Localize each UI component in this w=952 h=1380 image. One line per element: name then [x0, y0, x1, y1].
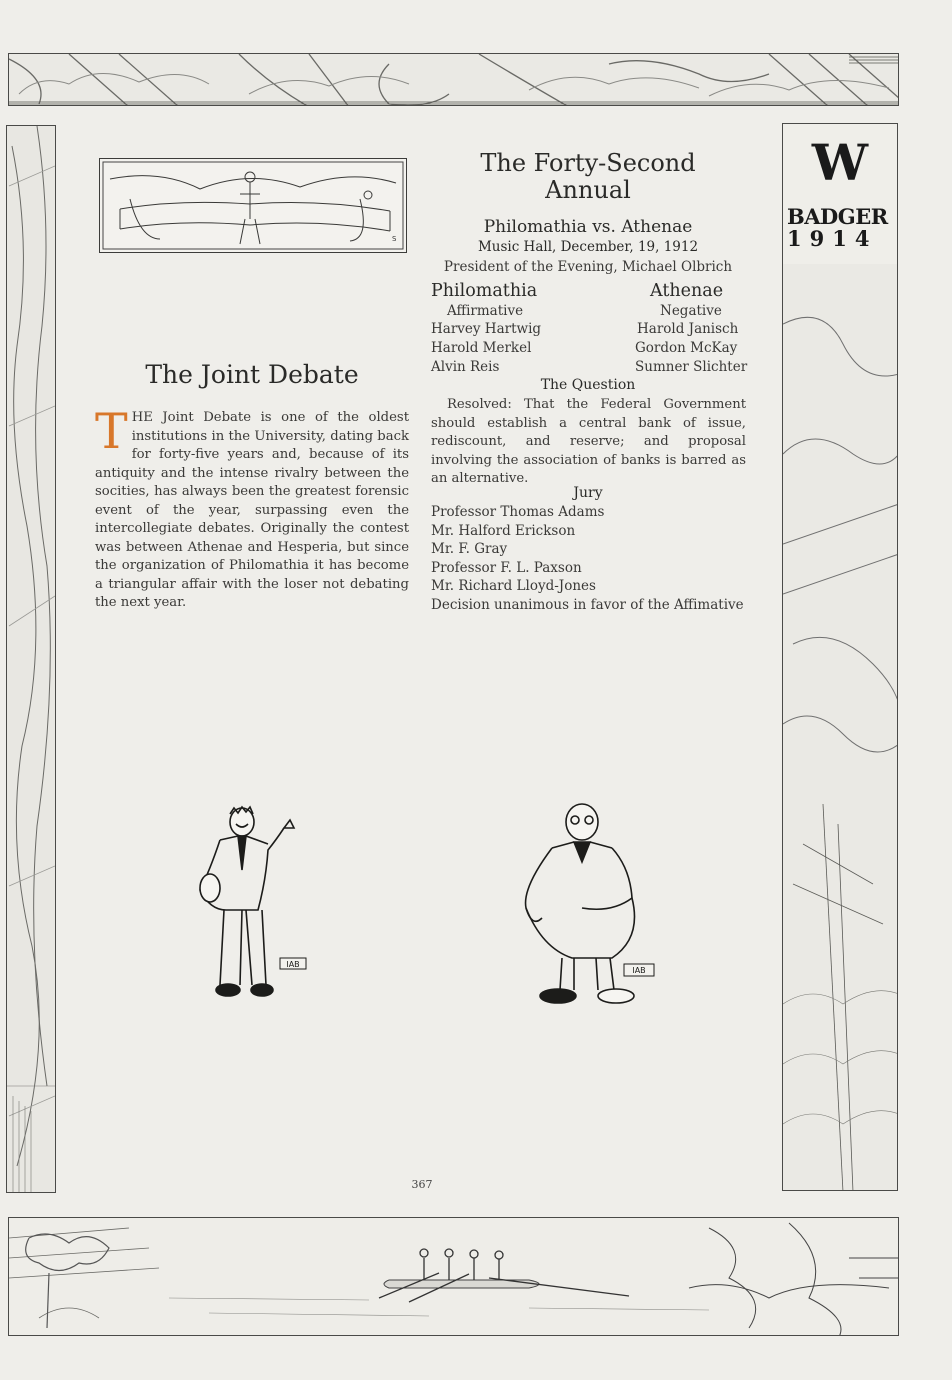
drop-cap: T: [95, 403, 128, 460]
annual-title-line2: Annual: [545, 176, 631, 204]
masthead-letter: W: [811, 133, 869, 192]
jury-member: Professor Thomas Adams: [431, 504, 605, 520]
matchup-line: Philomathia vs. Athenae: [483, 217, 693, 237]
artist-mark: IAB: [286, 960, 300, 969]
debate-header-illustration: [99, 158, 407, 253]
decision-line: Decision unanimous in favor of the Affimative: [431, 596, 744, 613]
cartoon-stout-man: [512, 798, 662, 1008]
cartoon-thin-man: [190, 800, 310, 1005]
jury-member: Mr. F. Gray: [431, 541, 508, 558]
jury-heading: Jury: [573, 485, 603, 501]
question-body: Resolved: That the Federal Government should establish a central bank of issue, rediscount, and reserve; and proposal involving the association of banks is barred as an alternative.: [431, 397, 746, 487]
question-text: [431, 396, 746, 489]
philomathia-member: Harold Merkel: [431, 340, 532, 356]
philomathia-member: Alvin Reis: [431, 359, 500, 375]
right-decorative-border: [782, 123, 898, 1191]
philomathia-member: Harvey Hartwig: [431, 321, 542, 337]
team-side-affirmative: Affirmative: [447, 303, 524, 319]
seal-mark: S: [392, 235, 397, 243]
team-name-athenae: Athenae: [650, 281, 724, 301]
jury-member: Professor F. L. Paxson: [431, 559, 582, 576]
annual-title-line1: The Forty-Second: [480, 149, 696, 177]
jury-list: [431, 503, 751, 615]
artist-mark: IAB: [632, 966, 646, 975]
masthead-year: 1914: [787, 226, 878, 251]
top-decorative-border: [8, 53, 899, 106]
athenae-member: Harold Janisch: [637, 321, 739, 337]
left-decorative-border: [6, 125, 56, 1193]
page-number: 367: [411, 1178, 433, 1191]
annual-title: [430, 150, 746, 204]
jury-member: Mr. Richard Lloyd-Jones: [431, 578, 596, 595]
bottom-decorative-border: [8, 1217, 899, 1336]
athenae-member: Gordon McKay: [635, 340, 738, 356]
jury-member: Mr. Halford Erickson: [431, 522, 576, 539]
joint-debate-body: [95, 403, 409, 613]
joint-debate-text: HE Joint Debate is one of the oldest institutions in the University, dating back for forty-five years and, because of its antiquity and the intense rivalry between the socities, has always been the greatest forensic event of the year, surpassing even the intercollegiate debates. Originally the contest was between Athenae and Hesperia, but since the organization of Philomathia it has become a triangular affair with the loser not debating the next year.: [95, 410, 409, 610]
athenae-member: Sumner Slichter: [635, 359, 748, 375]
joint-debate-title: The Joint Debate: [145, 360, 359, 389]
team-side-negative: Negative: [660, 303, 722, 319]
question-heading: The Question: [540, 377, 636, 393]
president-line: President of the Evening, Michael Olbrich: [443, 259, 733, 275]
team-name-philomathia: Philomathia: [431, 281, 538, 301]
venue-date-line: Music Hall, December, 19, 1912: [477, 239, 699, 255]
masthead-name: BADGER: [787, 204, 888, 229]
